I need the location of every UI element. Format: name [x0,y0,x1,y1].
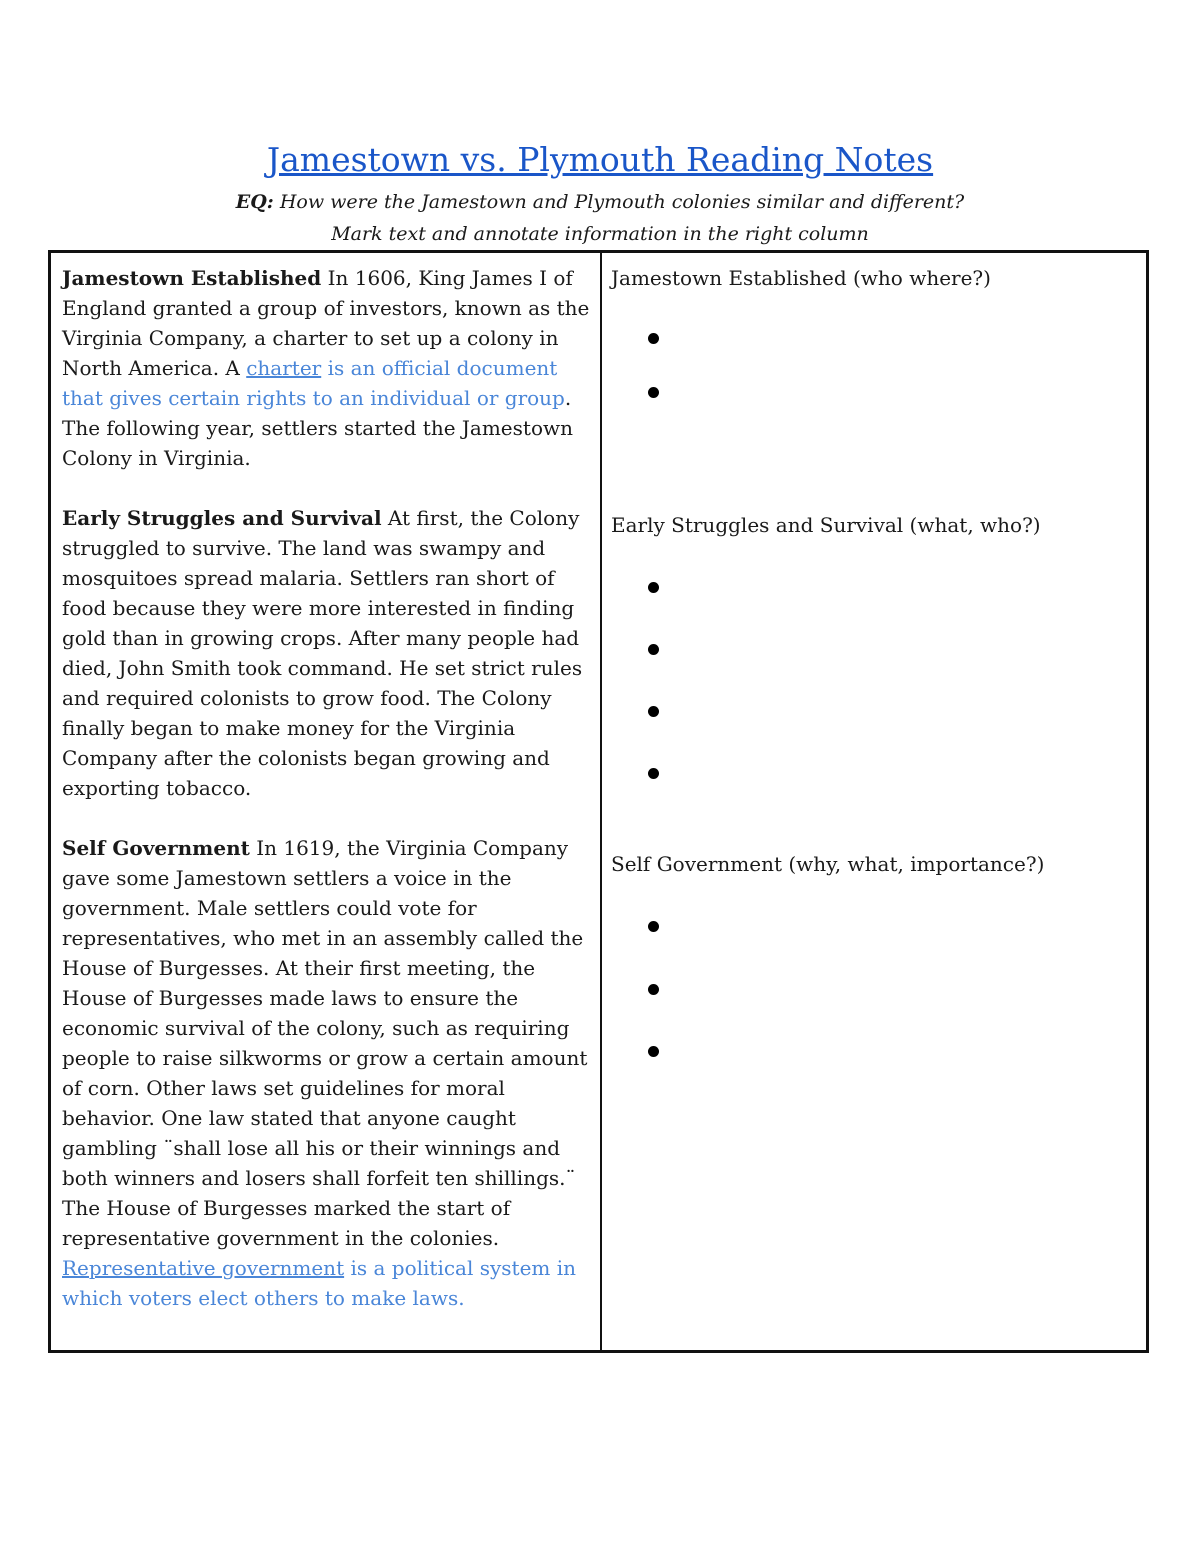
vocab-definition: is an official document that gives certain rights to an individual or group [62,356,565,410]
bullet-point [648,644,659,655]
section-text: . The following year, settlers started the Jamestown Colony in Virginia. [62,386,573,470]
prompt-jamestown-established: Jamestown Established (who where?) [611,266,991,290]
instructions: Mark text and annotate information in the right column [331,223,869,245]
section-heading: Jamestown Established [62,266,322,290]
section-self-government [62,833,590,1313]
vocab-term-representative-government[interactable]: Representative government [62,1256,345,1280]
bullet-point [648,768,659,779]
vocab-definition: is a political system in which voters elect others to make laws. [62,1256,577,1310]
vocab-term-charter[interactable]: charter [246,356,322,380]
bullet-point [648,984,659,995]
section-text: In 1606, King James I of England granted a group of investors, known as the Virginia Company, a charter to set up a colony in North America. A [62,266,590,380]
bullet-point [648,333,659,344]
prompt-self-government: Self Government (why, what, importance?) [611,852,1045,876]
essential-question [0,188,1200,216]
annotation-column [602,253,1146,1350]
section-heading: Early Struggles and Survival [62,506,382,530]
bullet-point [648,1046,659,1057]
bullet-point [648,706,659,717]
section-early-struggles [62,503,590,803]
notes-table [48,250,1149,1353]
eq-label: EQ: [235,191,274,213]
section-jamestown-established [62,263,590,473]
bullet-point [648,582,659,593]
document-title: Jamestown vs. Plymouth Reading Notes [266,140,934,179]
bullet-point [648,387,659,398]
section-text: In 1619, the Virginia Company gave some Jamestown settlers a voice in the government. Male settlers could vote for representatives, who met in an assembly called the House of Burgesses. At their first meeting, the House of Burgesses made laws to ensure the economic survival of the colony, such as requiring people to raise silkworms or grow a certain amount of corn. Other laws set guidelines for moral behavior. One law stated that anyone caught gambling ¨shall lose all his or their winnings and both winners and losers shall forfeit ten shillings.¨ The House of Burgesses marked the start of representative government in the colonies. [62,836,588,1250]
prompt-early-struggles: Early Struggles and Survival (what, who?) [611,513,1041,537]
section-heading: Self Government [62,836,250,860]
bullet-point [648,921,659,932]
eq-text: How were the Jamestown and Plymouth colonies similar and different? [273,191,965,213]
section-text: At first, the Colony struggled to survive. The land was swampy and mosquitoes spread malaria. Settlers ran short of food because they were more interested in finding gold than in growing crops. After many people had died, John Smith took command. He set strict rules and required colonists to grow food. The Colony finally began to make money for the Virginia Company after the colonists began growing and exporting tobacco. [62,506,583,800]
reading-column [51,253,602,1350]
